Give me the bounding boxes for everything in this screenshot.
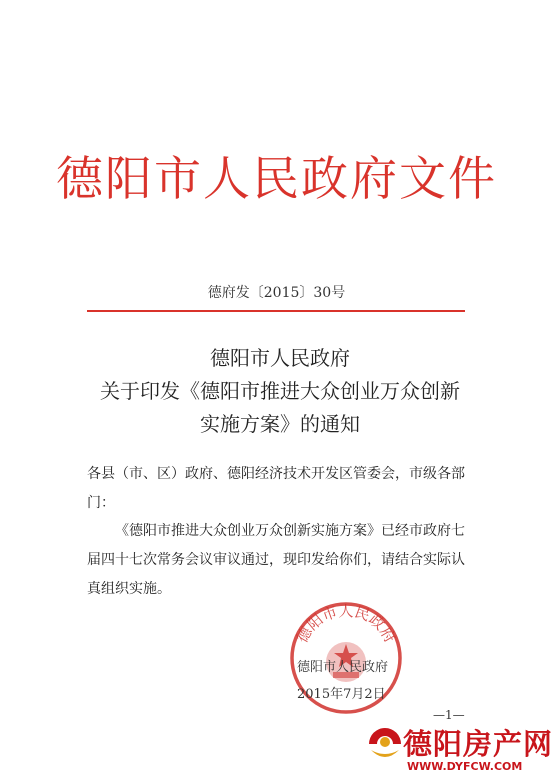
signing-date: 2015年7月2日 bbox=[297, 687, 386, 702]
header-divider bbox=[87, 310, 465, 312]
watermark-url: WWW.DYFCW.COM bbox=[407, 760, 523, 773]
watermark-brand: 德阳房产网 bbox=[403, 727, 553, 761]
body-paragraph: 《德阳市推进大众创业万众创新实施方案》已经市政府七届四十七次常务会议审议通过，现印发给你们，请结合实际认真组织实施。 bbox=[87, 523, 465, 597]
notice-title-line: 关于印发《德阳市推进大众创业万众创新 bbox=[100, 379, 460, 403]
site-watermark bbox=[363, 720, 553, 778]
document-header-title: 德阳市人民政府文件 bbox=[56, 152, 497, 207]
notice-title bbox=[60, 342, 500, 441]
site-logo-icon bbox=[365, 724, 405, 764]
page-number: —1— bbox=[433, 708, 465, 722]
signer-name: 德阳市人民政府 bbox=[297, 660, 389, 675]
seal-text: 德阳市人民政府 bbox=[292, 601, 400, 646]
addressee: 各县（市、区）政府、德阳经济技术开发区管委会，市级各部门： bbox=[87, 466, 465, 511]
document-number: 德府发〔2015〕30号 bbox=[207, 285, 346, 301]
notice-title-line: 实施方案》的通知 bbox=[200, 412, 360, 436]
notice-title-line: 德阳市人民政府 bbox=[210, 346, 350, 370]
